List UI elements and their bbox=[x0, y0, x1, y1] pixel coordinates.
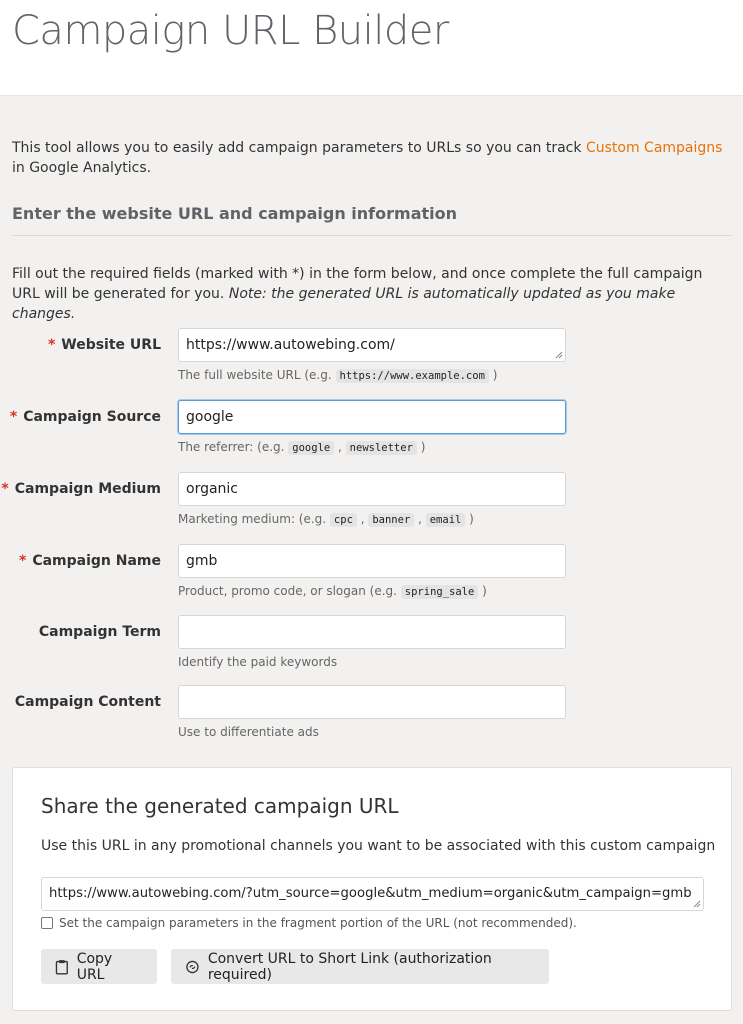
required-marker: * bbox=[18, 553, 27, 569]
page-title: Campaign URL Builder bbox=[12, 8, 449, 54]
instructions-text: Fill out the required fields (marked with *) in the form below, and once complete the full campaign URL will be generated for you. Note: the generated URL is automatically updated as you make changes. bbox=[12, 266, 703, 322]
share-description: Use this URL in any promotional channels you want to be associated with this custom campaign bbox=[41, 838, 716, 854]
generated-url-field[interactable]: https://www.autowebing.com/?utm_source=google&utm_medium=organic&utm_campaign=gmb bbox=[41, 877, 704, 911]
campaign-medium-input[interactable]: organic bbox=[178, 472, 566, 506]
campaign-name-help: Product, promo code, or slogan (e.g. spring_sale ) bbox=[178, 584, 487, 598]
campaign-content-help: Use to differentiate ads bbox=[178, 725, 319, 739]
campaign-name-label: * Campaign Name bbox=[18, 553, 161, 569]
website-url-label: * Website URL bbox=[47, 337, 161, 353]
campaign-source-input[interactable]: google bbox=[178, 400, 566, 434]
campaign-term-label: Campaign Term bbox=[38, 624, 161, 640]
campaign-medium-label: * Campaign Medium bbox=[1, 481, 161, 497]
instructions-note: Note: the generated URL is automatically updated as you make changes. bbox=[12, 286, 676, 322]
copy-url-button[interactable]: Copy URL bbox=[41, 949, 157, 984]
resize-grip-icon[interactable] bbox=[693, 900, 701, 908]
required-marker: * bbox=[1, 481, 9, 497]
intro-text: This tool allows you to easily add campaign parameters to URLs so you can track Custom Campaigns in Google Analytics. bbox=[12, 140, 723, 176]
link-icon bbox=[185, 959, 200, 975]
required-marker: * bbox=[9, 409, 18, 425]
campaign-source-label: * Campaign Source bbox=[9, 409, 161, 425]
fragment-checkbox[interactable] bbox=[41, 917, 53, 929]
short-link-button[interactable]: Convert URL to Short Link (authorization required) bbox=[171, 949, 549, 984]
campaign-term-help: Identify the paid keywords bbox=[178, 655, 338, 669]
campaign-source-help: The referrer: (e.g. google , newsletter ) bbox=[178, 440, 426, 454]
section-title: Enter the website URL and campaign information bbox=[12, 204, 732, 236]
campaign-medium-help: Marketing medium: (e.g. cpc , banner , email ) bbox=[178, 512, 474, 526]
campaign-content-input[interactable] bbox=[178, 685, 566, 719]
clipboard-icon bbox=[55, 959, 69, 975]
campaign-content-label: Campaign Content bbox=[14, 694, 161, 710]
fragment-label: Set the campaign parameters in the fragment portion of the URL (not recommended). bbox=[59, 916, 577, 930]
custom-campaigns-link[interactable]: Custom Campaigns bbox=[585, 140, 723, 156]
required-marker: * bbox=[47, 337, 56, 353]
page-header bbox=[0, 0, 743, 96]
campaign-term-input[interactable] bbox=[178, 615, 566, 649]
campaign-name-input[interactable]: gmb bbox=[178, 544, 566, 578]
resize-grip-icon[interactable] bbox=[555, 351, 563, 359]
website-url-help: The full website URL (e.g. https://www.example.com ) bbox=[178, 368, 498, 382]
fragment-option bbox=[41, 916, 577, 930]
website-url-input[interactable]: https://www.autowebing.com/ bbox=[178, 328, 566, 362]
share-title: Share the generated campaign URL bbox=[41, 794, 399, 818]
share-panel bbox=[12, 767, 732, 1011]
